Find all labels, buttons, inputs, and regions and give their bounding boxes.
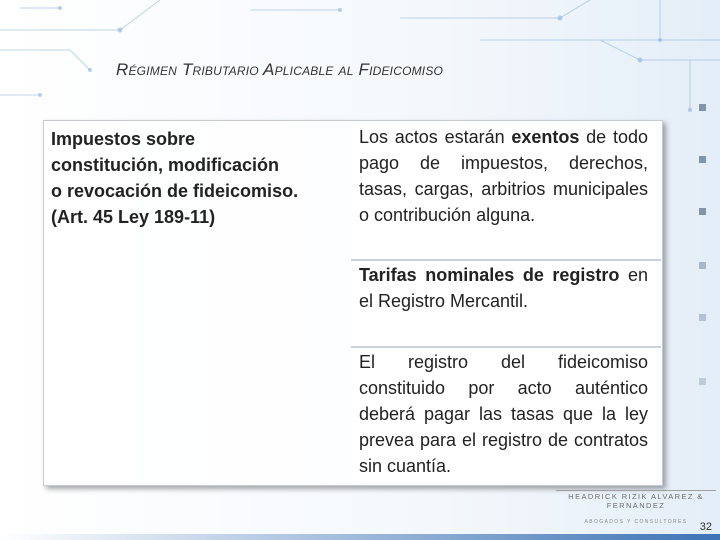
exemption-text-pre: Los actos estarán xyxy=(359,127,512,147)
side-square xyxy=(699,262,706,269)
bottom-accent-bar xyxy=(0,534,720,540)
page-number: 32 xyxy=(699,521,712,533)
logo-subtext: ABOGADOS Y CONSULTORES xyxy=(584,519,688,525)
side-square xyxy=(699,208,706,215)
exemption-text-bold: exentos xyxy=(511,127,580,147)
tax-subject-line: o revocación de fideicomiso. xyxy=(51,181,299,201)
side-square xyxy=(699,378,706,385)
logo-text: HEADRICK RIZIK ALVAREZ & FERNANDEZ xyxy=(556,490,716,510)
side-square xyxy=(699,104,706,111)
tax-subject-cell xyxy=(51,126,351,230)
registration-rule-cell: El registro del fideicomiso constituido por acto auténtico deberá pagar las tasas que la ley prevea para el registro de contratos sin cuantía. xyxy=(353,348,656,484)
side-square xyxy=(699,314,706,321)
tax-subject-line: (Art. 45 Ley 189-11) xyxy=(51,207,216,227)
tax-subject-line: constitución, modificación xyxy=(51,155,280,175)
exemption-text-post: de todo pago de impuestos, derechos, tasas, cargas, arbitrios municipales o contribución alguna. xyxy=(359,127,648,225)
registry-fees-bold: Tarifas nominales de registro xyxy=(359,265,620,285)
side-square xyxy=(699,156,706,163)
exemption-cell xyxy=(353,122,656,260)
firm-logo xyxy=(556,490,716,525)
registry-fees-post: en el Registro Mercantil. xyxy=(359,265,648,311)
registry-fees-cell xyxy=(353,261,656,347)
tax-subject-line: Impuestos sobre xyxy=(51,129,196,149)
slide-title: Régimen Tributario Aplicable al Fideicomiso xyxy=(116,60,444,79)
